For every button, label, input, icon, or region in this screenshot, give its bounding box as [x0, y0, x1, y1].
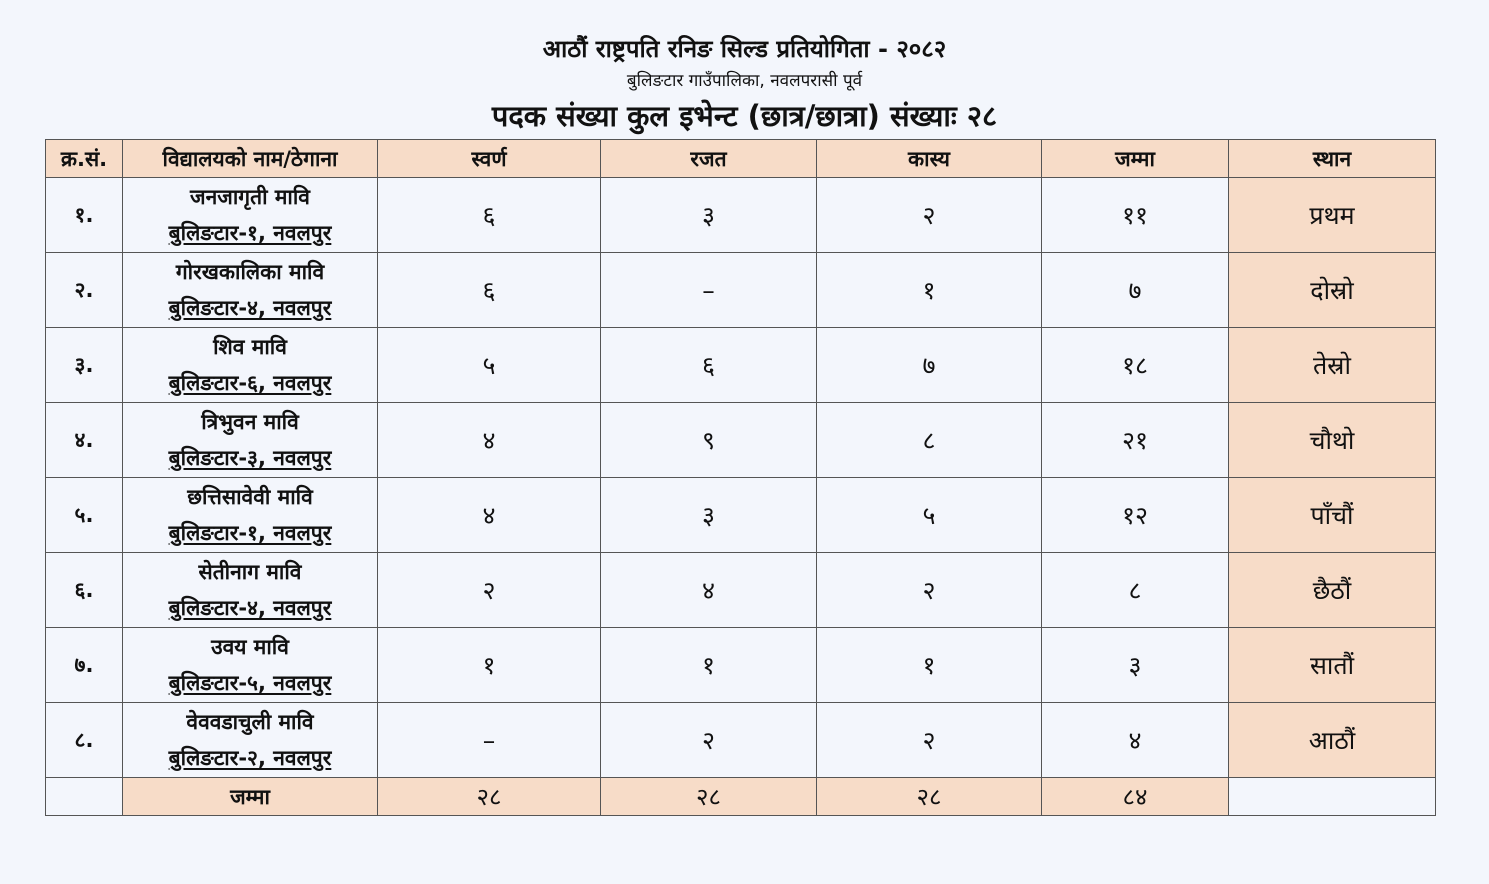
table-row — [46, 253, 1436, 328]
school-name: गोरखकालिका मावि — [175, 260, 325, 284]
silver-count: २ — [601, 703, 817, 778]
table-row — [46, 403, 1436, 478]
gold-count: ५ — [378, 328, 601, 403]
silver-count: ९ — [601, 403, 817, 478]
total-count: ४ — [1042, 703, 1229, 778]
place-rank: तेस्रो — [1229, 328, 1436, 403]
school-name: उवय मावि — [211, 635, 289, 659]
serial-number: ८. — [46, 703, 123, 778]
table-row — [46, 553, 1436, 628]
column-header-sn: क्र.सं. — [46, 140, 123, 178]
bronze-count: १ — [817, 628, 1042, 703]
table-row — [46, 703, 1436, 778]
school-name: शिव मावि — [213, 335, 287, 359]
silver-count: ३ — [601, 478, 817, 553]
header-row — [46, 140, 1436, 178]
school-address: बुलिङटार-१, नवलपुर — [168, 521, 332, 545]
column-header-bronze: कास्य — [817, 140, 1042, 178]
gold-count: ४ — [378, 478, 601, 553]
total-count: १२ — [1042, 478, 1229, 553]
school-cell — [123, 553, 378, 628]
bronze-count: २ — [817, 178, 1042, 253]
silver-count: ३ — [601, 178, 817, 253]
place-rank: छैठौं — [1229, 553, 1436, 628]
table-row — [46, 478, 1436, 553]
total-gold: २८ — [378, 778, 601, 816]
school-name: जनजागृती मावि — [190, 185, 310, 209]
silver-count: ६ — [601, 328, 817, 403]
silver-count: – — [601, 253, 817, 328]
total-count: २१ — [1042, 403, 1229, 478]
total-silver: २८ — [601, 778, 817, 816]
serial-number: ३. — [46, 328, 123, 403]
total-count: ८ — [1042, 553, 1229, 628]
place-rank: प्रथम — [1229, 178, 1436, 253]
gold-count: ६ — [378, 178, 601, 253]
serial-number: ४. — [46, 403, 123, 478]
bronze-count: ८ — [817, 403, 1042, 478]
place-rank: सातौं — [1229, 628, 1436, 703]
place-rank: दोस्रो — [1229, 253, 1436, 328]
bronze-count: १ — [817, 253, 1042, 328]
place-rank: पाँचौं — [1229, 478, 1436, 553]
bronze-count: ७ — [817, 328, 1042, 403]
school-cell — [123, 178, 378, 253]
school-address: बुलिङटार-१, नवलपुर — [168, 221, 332, 245]
total-bronze: २८ — [817, 778, 1042, 816]
total-count: ११ — [1042, 178, 1229, 253]
school-name: त्रिभुवन मावि — [201, 410, 299, 434]
totals-row — [46, 778, 1436, 816]
school-cell — [123, 703, 378, 778]
column-header-gold: स्वर्ण — [378, 140, 601, 178]
school-cell — [123, 253, 378, 328]
total-count: ७ — [1042, 253, 1229, 328]
silver-count: ४ — [601, 553, 817, 628]
table-row — [46, 178, 1436, 253]
school-address: बुलिङटार-४, नवलपुर — [168, 296, 332, 320]
total-count: १८ — [1042, 328, 1229, 403]
page-title: आठौं राष्ट्रपति रनिङ सिल्ड प्रतियोगिता - २०८२ — [542, 35, 947, 63]
gold-count: ६ — [378, 253, 601, 328]
table-body — [46, 178, 1436, 816]
school-address: बुलिङटार-३, नवलपुर — [168, 446, 332, 470]
serial-number: ६. — [46, 553, 123, 628]
totals-label: जम्मा — [123, 778, 378, 816]
table-row — [46, 328, 1436, 403]
totals-place-blank — [1229, 778, 1436, 816]
column-header-total: जम्मा — [1042, 140, 1229, 178]
medal-table — [45, 139, 1436, 816]
gold-count: १ — [378, 628, 601, 703]
school-address: बुलिङटार-२, नवलपुर — [168, 746, 332, 770]
totals-blank-cell — [46, 778, 123, 816]
serial-number: ७. — [46, 628, 123, 703]
column-header-place: स्थान — [1229, 140, 1436, 178]
serial-number: २. — [46, 253, 123, 328]
bronze-count: २ — [817, 553, 1042, 628]
serial-number: १. — [46, 178, 123, 253]
table-row — [46, 628, 1436, 703]
gold-count: ४ — [378, 403, 601, 478]
school-name: छत्तिसावेवी मावि — [187, 485, 313, 509]
school-cell — [123, 328, 378, 403]
school-name: सेतीनाग मावि — [198, 560, 302, 584]
school-address: बुलिङटार-५, नवलपुर — [168, 671, 332, 695]
school-cell — [123, 403, 378, 478]
gold-count: – — [378, 703, 601, 778]
silver-count: १ — [601, 628, 817, 703]
total-count: ३ — [1042, 628, 1229, 703]
gold-count: २ — [378, 553, 601, 628]
school-address: बुलिङटार-६, नवलपुर — [168, 371, 332, 395]
column-header-school: विद्यालयको नाम/ठेगाना — [123, 140, 378, 178]
school-name: वेववडाचुली मावि — [186, 710, 314, 734]
school-cell — [123, 628, 378, 703]
serial-number: ५. — [46, 478, 123, 553]
page-subtitle: बुलिङटार गाउँपालिका, नवलपरासी पूर्व — [626, 71, 863, 91]
school-cell — [123, 478, 378, 553]
place-rank: चौथो — [1229, 403, 1436, 478]
school-address: बुलिङटार-४, नवलपुर — [168, 596, 332, 620]
grand-total: ८४ — [1042, 778, 1229, 816]
table-heading: पदक संख्या कुल इभेन्ट (छात्र/छात्रा) संख्याः २८ — [491, 99, 998, 133]
bronze-count: ५ — [817, 478, 1042, 553]
bronze-count: २ — [817, 703, 1042, 778]
place-rank: आठौं — [1229, 703, 1436, 778]
column-header-silver: रजत — [601, 140, 817, 178]
